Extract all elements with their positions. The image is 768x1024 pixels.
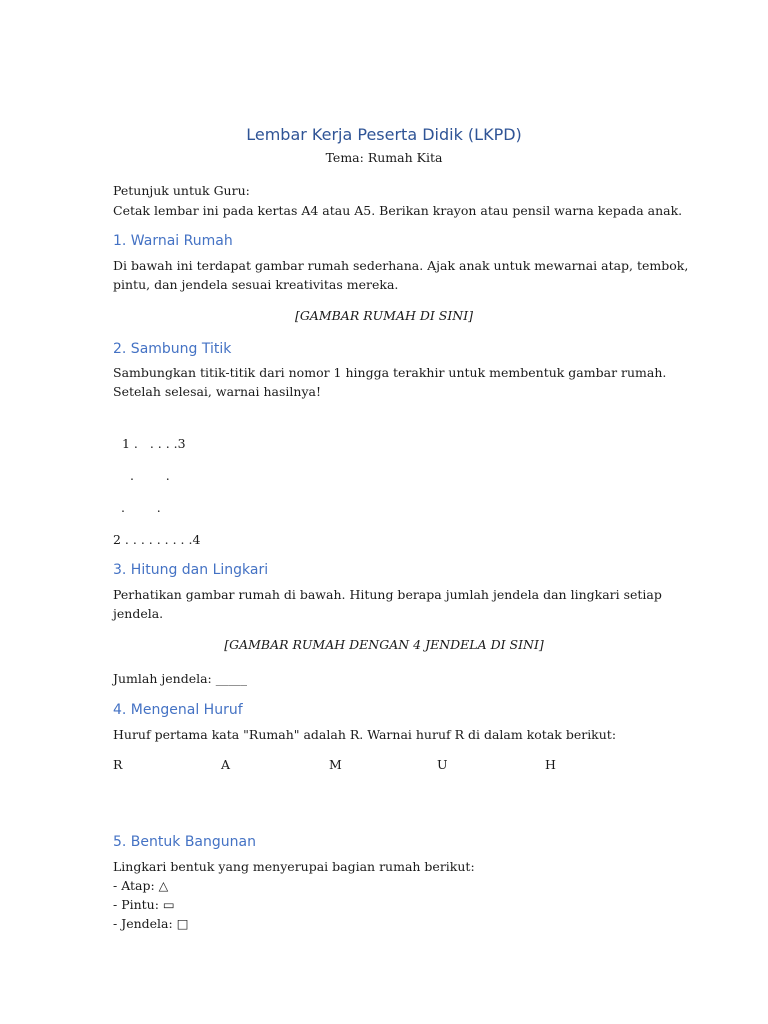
section-3-line-2: jendela. (113, 606, 164, 621)
section-1-line-1: Di bawah ini terdapat gambar rumah sederhana. Ajak anak untuk mewarnai atap, tembok, (113, 258, 689, 273)
section-1-image-placeholder: [GAMBAR RUMAH DI SINI] (294, 308, 474, 323)
section-3-heading: 3. Hitung dan Lingkari (113, 562, 269, 578)
window-count-answer: Jumlah jendela: _____ (113, 671, 247, 686)
document-theme: Tema: Rumah Kita (325, 150, 443, 165)
section-2-line-1: Sambungkan titik-titik dari nomor 1 hingga terakhir untuk membentuk gambar rumah. (113, 365, 667, 380)
section-1-heading: 1. Warnai Rumah (113, 233, 233, 249)
section-3-line-1: Perhatikan gambar rumah di bawah. Hitung berapa jumlah jendela dan lingkari setiap (113, 587, 662, 602)
teacher-note-text: Cetak lembar ini pada kertas A4 atau A5. Berikan krayon atau pensil warna kepada anak. (113, 203, 683, 218)
dot-row-1: 1 . . . . .3 (122, 436, 186, 451)
letter-box-h: H (545, 757, 556, 772)
letter-box-u: U (437, 757, 448, 772)
section-4-line-1: Huruf pertama kata "Rumah" adalah R. Warnai huruf R di dalam kotak berikut: (113, 727, 617, 742)
shape-roof-item: - Atap: △ (113, 878, 169, 893)
section-3-image-placeholder: [GAMBAR RUMAH DENGAN 4 JENDELA DI SINI] (224, 637, 544, 652)
dot-row-3: . . (121, 500, 161, 515)
section-5-line-1: Lingkari bentuk yang menyerupai bagian rumah berikut: (113, 859, 475, 874)
shape-door-item: - Pintu: ▭ (113, 897, 175, 912)
section-5-heading: 5. Bentuk Bangunan (113, 834, 256, 850)
document-title: Lembar Kerja Peserta Didik (LKPD) (246, 125, 522, 144)
teacher-note-label: Petunjuk untuk Guru: (113, 183, 250, 198)
section-2-line-2: Setelah selesai, warnai hasilnya! (113, 384, 321, 399)
shape-window-item: - Jendela: □ (113, 916, 189, 931)
section-4-heading: 4. Mengenal Huruf (113, 702, 243, 718)
letter-box-a: A (221, 757, 231, 772)
dot-row-4: 2 . . . . . . . . .4 (113, 532, 201, 547)
dot-row-2: . . (130, 468, 170, 483)
section-2-heading: 2. Sambung Titik (113, 341, 232, 357)
letter-box-m: M (329, 757, 342, 772)
letter-box-r: R (113, 757, 123, 772)
section-1-line-2: pintu, dan jendela sesuai kreativitas mereka. (113, 277, 399, 292)
